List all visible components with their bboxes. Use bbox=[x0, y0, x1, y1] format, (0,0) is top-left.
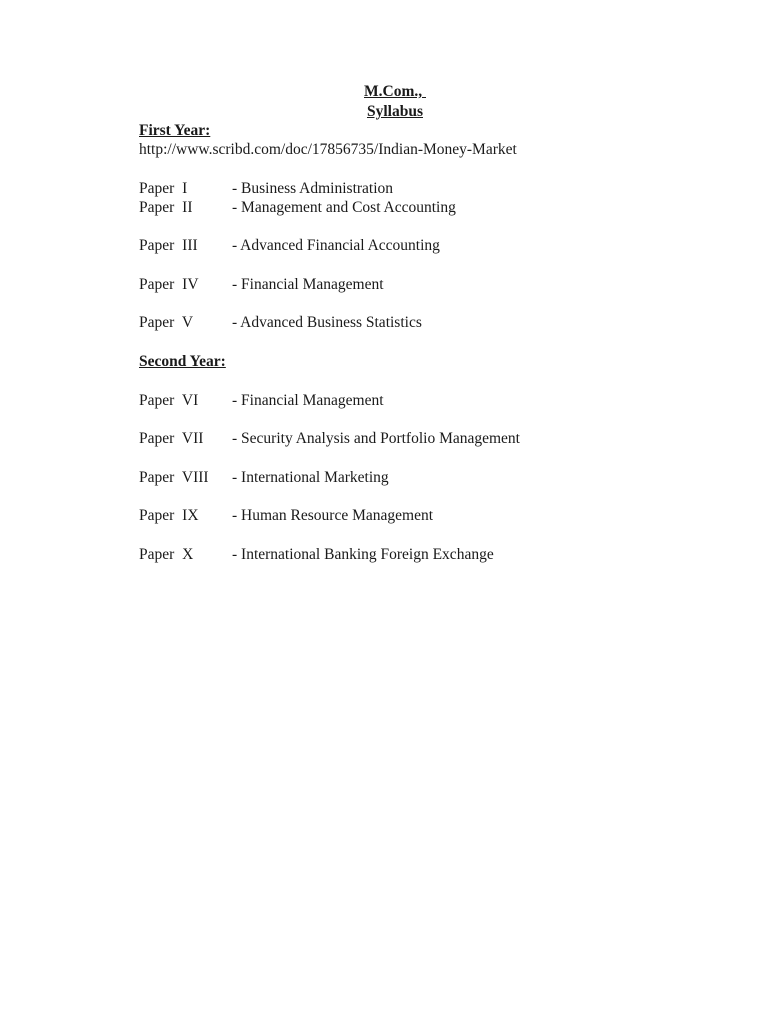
paper-subject: - Financial Management bbox=[232, 276, 384, 293]
paper-subject: - Management and Cost Accounting bbox=[232, 199, 456, 216]
paper-code: Paper IX bbox=[139, 507, 199, 524]
paper-code: Paper V bbox=[139, 314, 194, 331]
paper-subject: - Human Resource Management bbox=[232, 507, 434, 524]
paper-code: Paper VII bbox=[139, 430, 204, 447]
paper-subject: - International Banking Foreign Exchange bbox=[232, 546, 494, 563]
paper-code: Paper II bbox=[139, 199, 193, 216]
paper-row bbox=[139, 179, 393, 198]
second-year-heading: Second Year: bbox=[139, 353, 226, 370]
paper-row bbox=[139, 275, 384, 294]
paper-subject: - Advanced Financial Accounting bbox=[232, 237, 440, 254]
paper-row bbox=[139, 236, 440, 255]
paper-row bbox=[139, 506, 433, 525]
paper-code: Paper VI bbox=[139, 392, 199, 409]
paper-subject: - Security Analysis and Portfolio Management bbox=[232, 430, 520, 447]
paper-subject: - Business Administration bbox=[232, 180, 394, 197]
paper-row bbox=[139, 468, 389, 487]
reference-link[interactable]: http://www.scribd.com/doc/17856735/Indian-Money-Market bbox=[139, 141, 517, 158]
paper-code: Paper I bbox=[139, 180, 188, 197]
paper-subject: - International Marketing bbox=[232, 469, 389, 486]
paper-code: Paper X bbox=[139, 546, 194, 563]
paper-code: Paper VIII bbox=[139, 469, 209, 486]
paper-subject: - Advanced Business Statistics bbox=[232, 314, 422, 331]
paper-row bbox=[139, 391, 384, 410]
paper-code: Paper III bbox=[139, 237, 198, 254]
doc-title: M.Com., bbox=[364, 83, 426, 100]
first-year-heading: First Year: bbox=[139, 122, 211, 139]
paper-row bbox=[139, 429, 520, 448]
doc-subtitle: Syllabus bbox=[366, 103, 423, 120]
paper-code: Paper IV bbox=[139, 276, 199, 293]
paper-row bbox=[139, 313, 422, 332]
paper-row bbox=[139, 198, 456, 217]
paper-row bbox=[139, 545, 494, 564]
paper-subject: - Financial Management bbox=[232, 392, 384, 409]
